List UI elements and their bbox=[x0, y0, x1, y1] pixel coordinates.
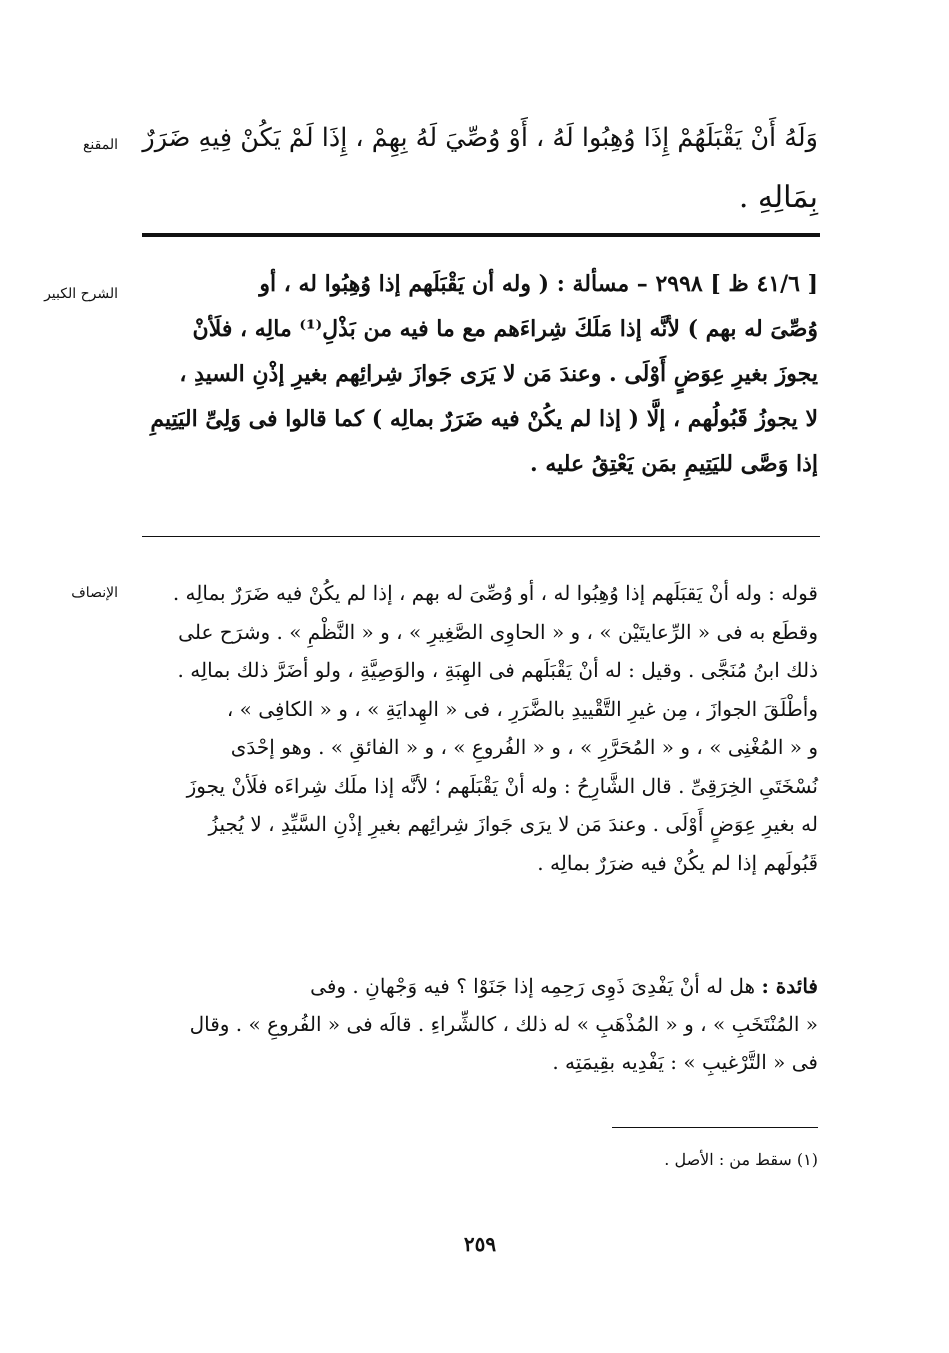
faida-line bbox=[140, 967, 818, 1005]
muqni-text-block bbox=[140, 108, 818, 228]
footnote: (١) سقط من : الأصل . bbox=[664, 1150, 818, 1169]
faida-line: « المُنْتَخَبِ » ، و « المُذْهَبِ » له ذلك ، كالشِّراءِ . قالَه فى « الفُروعِ » . وقال bbox=[189, 1012, 818, 1036]
faida-text-block bbox=[140, 967, 818, 1081]
muqni-line: بِمَالِهِ . bbox=[738, 180, 818, 215]
insaf-line: و « المُغْنِى » ، و « المُحَرَّرِ » ، و « الفُروعِ » ، و « الفائقِ » . وهو إحْدَى bbox=[230, 735, 818, 759]
insaf-line: قَبُولَهم إذا لم يكُنْ فيه ضرَرٌ بمالِه . bbox=[537, 850, 818, 875]
sharh-line: إذا وَصَّى لليَتِيمِ بمَن يَعْتِقُ عليه . bbox=[530, 451, 818, 477]
faida-line: فى « التَّرْغيبِ » : يَفْدِيه بقِيمَتِه . bbox=[552, 1050, 818, 1074]
section-divider bbox=[142, 233, 820, 237]
page-number: ٢٥٩ bbox=[463, 1232, 497, 1256]
insaf-line: وأطْلَقَ الجوازَ ، مِن غيرِ التَّقْييدِ بالضَّرَرِ ، فى « الهِدايَةِ » ، و « الكافِى » ، bbox=[226, 696, 818, 721]
insaf-text-block bbox=[140, 574, 818, 882]
insaf-line: وقطَع به فى « الرِّعايتَيْن » ، و « الحاوِى الصَّغِيرِ » ، و « النَّظْمِ » . وشرَح على bbox=[178, 619, 818, 644]
insaf-line: ذلك ابنُ مُنَجَّى . وقيل : له أنْ يَقْبَلَهم فى الهِبَةِ ، والوَصِيَّةِ ، ولو أضَرَّ ذلك بمالِه . bbox=[177, 658, 818, 682]
sharh-line: [ ٤١/٦ ظ ] ٢٩٩٨ – مسألة : ( وله أن يَقْبَلَهم إذا وُهِبُوا له ، أو bbox=[259, 271, 818, 297]
faida-heading: فائدة : bbox=[761, 974, 818, 998]
muqni-line: وَلَهُ أَنْ يَقْبَلَهُمْ إِذَا وُهِبُوا لَهُ ، أَوْ وُصِّيَ لَهُ بِهِمْ ، إِذَا لَمْ يَكُنْ فِيهِ ضَرَرٌ bbox=[142, 123, 818, 153]
insaf-line: نُسْخَتَىِ الخِرَقِىِّ . قال الشَّارِحُ : وله أنْ يَقْبَلَهم ؛ لأنَّه إذا ملَك شِراءَه فلَأنْ يجوزَ bbox=[186, 773, 818, 798]
section-label-insaf: الإنصاف bbox=[71, 585, 118, 601]
section-label-muqni: المقنع bbox=[82, 137, 118, 153]
faida-first-line: هل له أنْ يَفْدِىَ ذَوِى رَحِمِه إذا جَنَوْا ؟ فيه وَجْهانِ . وفى bbox=[310, 974, 756, 998]
footnote-divider bbox=[612, 1127, 818, 1128]
section-label-sharh: الشرح الكبير bbox=[44, 286, 118, 302]
sharh-line: لا يجوزُ قَبُولُهم ، إلَّا ( إذا لم يكُنْ فيه ضَرَرٌ بمالِه ) كما قالوا فى وَلِىِّ اليَتِيمِ bbox=[150, 406, 818, 432]
insaf-line: له بغيرِ عِوَضٍ أَوْلَى . وعندَ مَن لا يرَى جَوازَ شِرائِهم بغيرِ إذْنِ السَّيِّدِ ، لا يُجيزُ bbox=[208, 812, 818, 836]
sharh-line: وُصِّىَ له بهم ) لأنَّه إذا مَلَكَ شِراءَهم مع ما فيه من بَذْلِ⁽¹⁾ مالِه ، فلَأنْ bbox=[192, 316, 818, 342]
sharh-line: يجوزَ بغيرِ عِوَضٍ أَوْلَى . وعندَ مَن لا يَرَى جَوازَ شِرائِهم بغيرِ إذْنِ السيدِ ، bbox=[179, 361, 818, 387]
section-divider bbox=[142, 536, 820, 537]
sharh-text-block bbox=[140, 262, 818, 487]
insaf-line: قوله : وله أنْ يَقبَلَهم إذا وُهِبُوا له ، أو وُصِّىَ له بهم ، إذا لم يكُنْ فيه ضَرَرٌ بمالِه . bbox=[172, 581, 818, 605]
